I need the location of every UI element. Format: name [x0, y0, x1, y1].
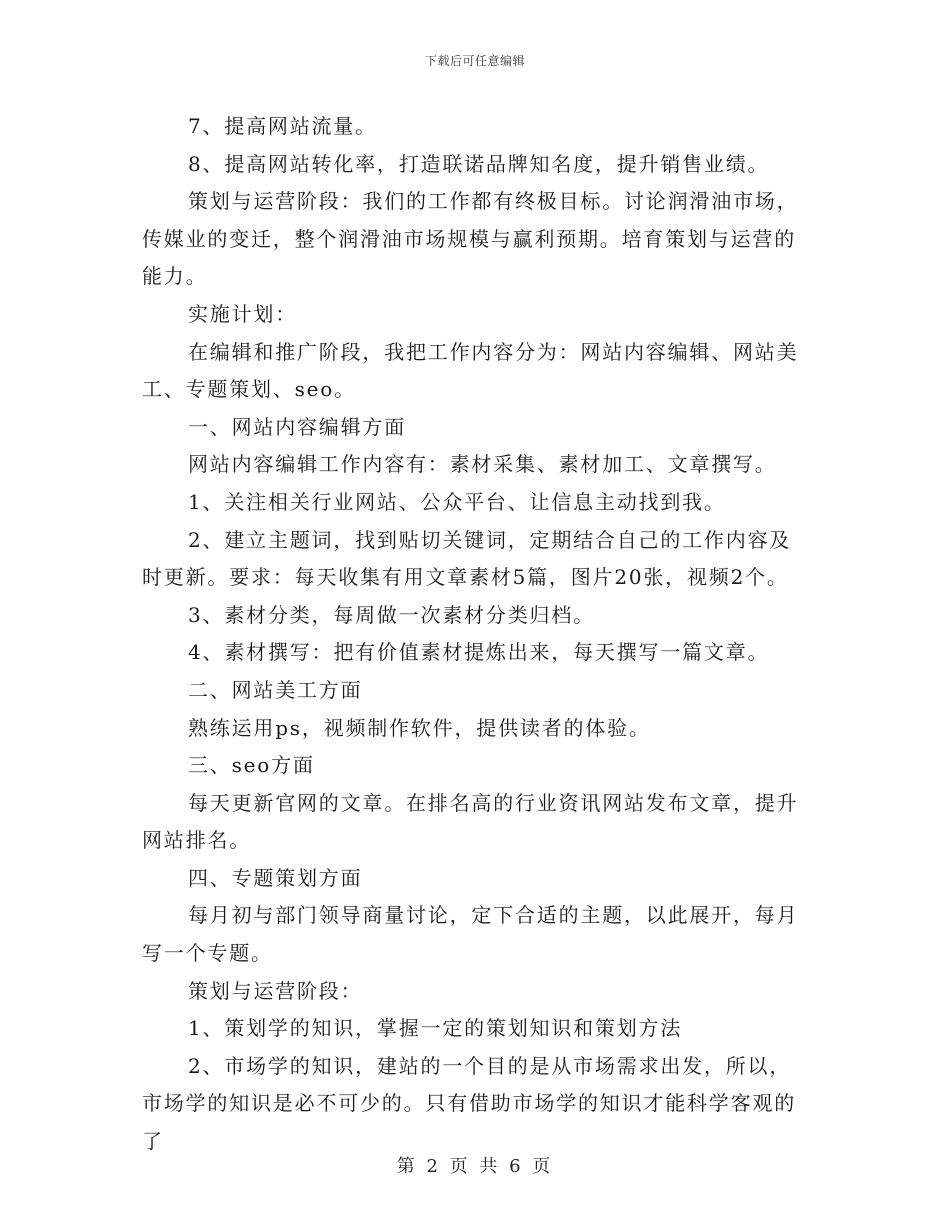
section-heading: 一、网站内容编辑方面	[188, 414, 406, 439]
paragraph: 8、提高网站转化率，打造联诺品牌知名度，提升销售业绩。	[188, 151, 770, 176]
document-body	[142, 108, 808, 1161]
paragraph: 策划与运营阶段：我们的工作都有终极目标。讨论润滑油市场，传媒业的变迁，整个润滑油市场规模与赢利预期。培育策划与运营的能力。	[142, 189, 799, 289]
section-heading: 四、专题策划方面	[188, 865, 363, 890]
list-item: 2、建立主题词，找到贴切关键词，定期结合自己的工作内容及时更新。要求：每天收集有用文章素材5篇，图片20张，视频2个。	[142, 527, 792, 590]
page-header: 下载后可任意编辑	[424, 54, 525, 68]
list-item: 2、市场学的知识，建站的一个目的是从市场需求出发，所以，市场学的知识是必不可少的。只有借助市场学的知识才能科学客观的了	[142, 1053, 796, 1154]
section-heading: 三、seo方面	[188, 753, 315, 778]
paragraph: 策划与运营阶段：	[188, 978, 363, 1003]
paragraph: 网站内容编辑工作内容有：素材采集、素材加工、文章撰写。	[188, 452, 777, 477]
paragraph: 每月初与部门领导商量讨论，定下合适的主题，以此展开，每月写一个专题。	[142, 903, 799, 966]
list-item: 4、素材撰写：把有价值素材提炼出来，每天撰写一篇文章。	[188, 640, 770, 665]
list-item: 3、素材分类，每周做一次素材分类归档。	[188, 602, 595, 627]
paragraph: 在编辑和推广阶段，我把工作内容分为：网站内容编辑、网站美工、专题策划、seo。	[142, 339, 799, 402]
paragraph: 每天更新官网的文章。在排名高的行业资讯网站发布文章，提升网站排名。	[142, 790, 799, 853]
section-heading: 二、网站美工方面	[188, 677, 363, 702]
paragraph: 实施计划：	[188, 301, 297, 326]
paragraph: 熟练运用ps，视频制作软件，提供读者的体验。	[188, 715, 651, 740]
paragraph: 7、提高网站流量。	[188, 114, 377, 138]
list-item: 1、策划学的知识，掌握一定的策划知识和策划方法	[188, 1016, 683, 1041]
page-number: 第 2 页 共 6 页	[396, 1156, 554, 1177]
list-item: 1、关注相关行业网站、公众平台、让信息主动找到我。	[188, 489, 726, 514]
